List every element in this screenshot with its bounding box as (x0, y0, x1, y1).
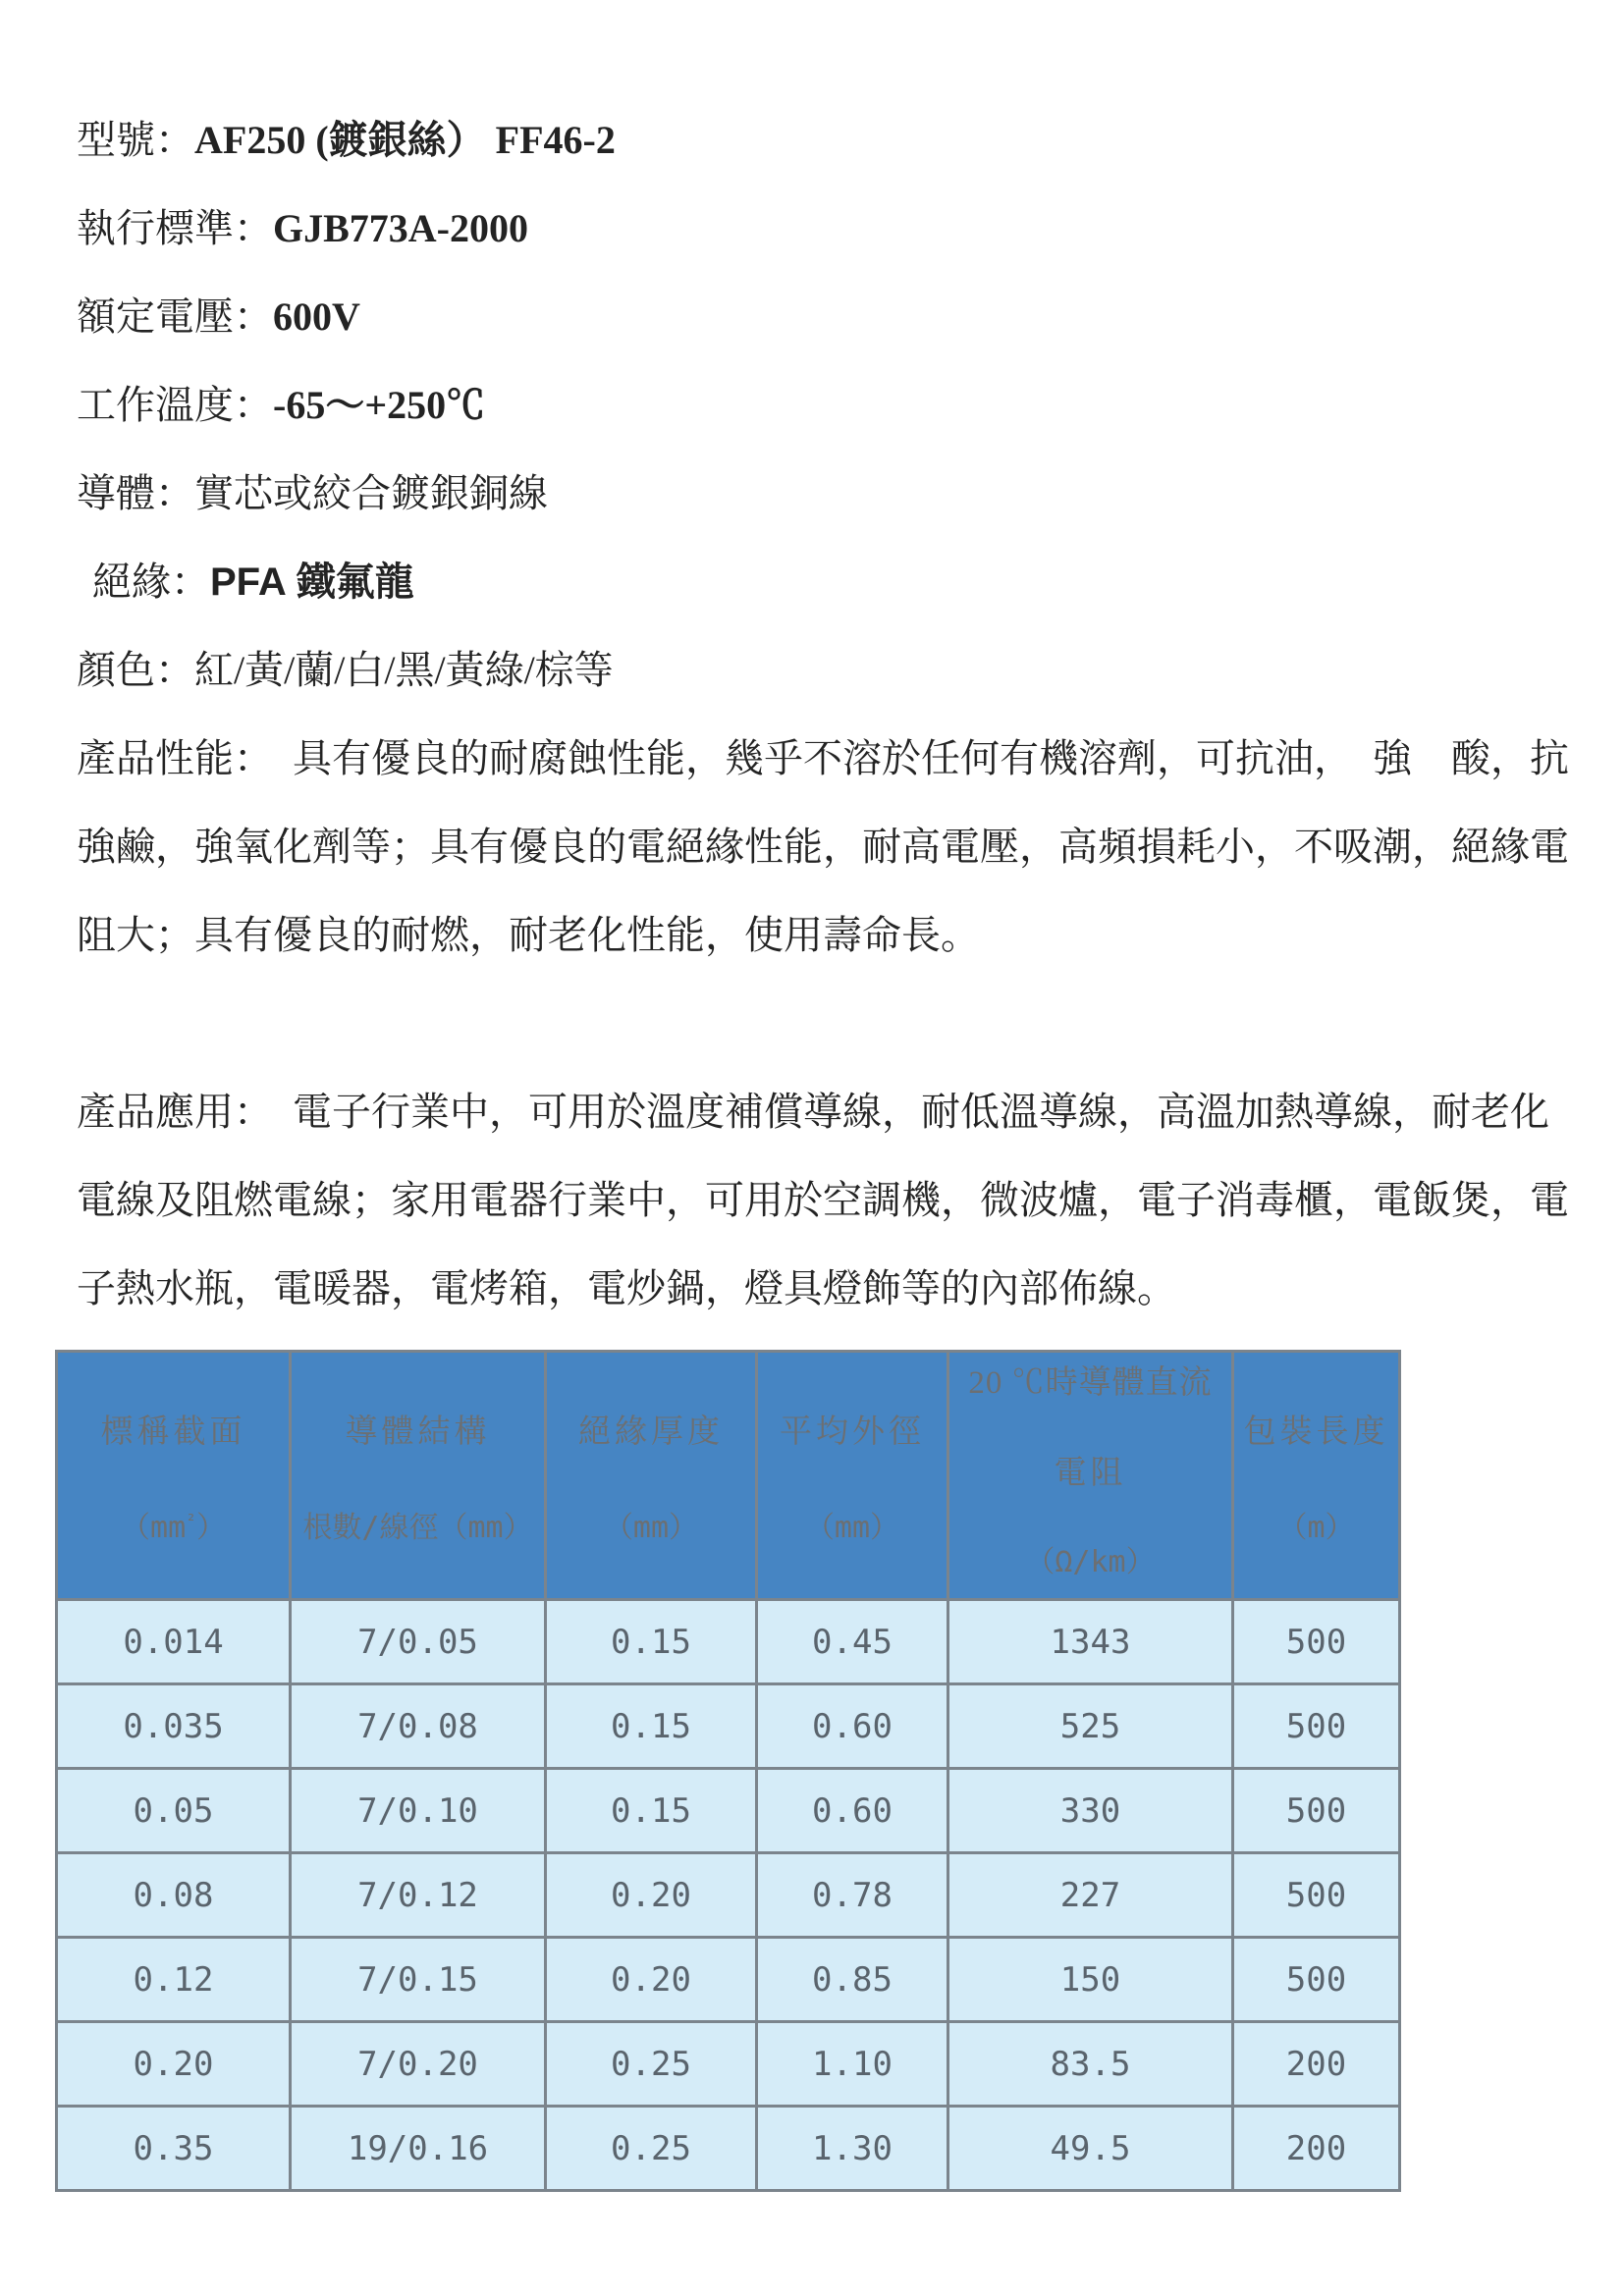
spec-value-insulation-abbr: PFA (210, 561, 287, 604)
unit-text: （mm (121, 1510, 187, 1545)
spec-line-conductor (77, 450, 1555, 538)
spec-value-voltage: 600V (273, 294, 360, 339)
table-cell: 500 (1233, 1600, 1400, 1684)
spec-value-insulation-rest: 鐵氟龍 (286, 560, 414, 604)
paragraph-spacer (77, 980, 1555, 1068)
table-row (57, 2107, 1400, 2191)
table-cell: 0.25 (546, 2107, 757, 2191)
table-cell: 1.30 (757, 2107, 948, 2191)
header-unit: （mm） (804, 1510, 900, 1545)
header-unit: （mm） (603, 1510, 699, 1545)
spec-line-temperature (77, 361, 1555, 450)
table-row (57, 2022, 1400, 2107)
table-cell: 0.60 (757, 1684, 948, 1769)
table-cell: 7/0.05 (291, 1600, 546, 1684)
spec-label-temperature: 工作溫度： (77, 383, 273, 427)
header-name: 20 ℃時導體直流 (968, 1365, 1213, 1401)
spec-value-temperature: -65～+250℃ (273, 383, 486, 427)
table-cell: 7/0.15 (291, 1938, 546, 2022)
table-cell: 0.60 (757, 1769, 948, 1853)
table-header-row (57, 1352, 1400, 1600)
header-name: 包裝長度 (1243, 1414, 1389, 1450)
header-name: 電阻 (1054, 1456, 1127, 1491)
table-cell: 0.45 (757, 1600, 948, 1684)
table-cell: 1.10 (757, 2022, 948, 2107)
table-cell: 0.25 (546, 2022, 757, 2107)
application-line: 子熱水瓶，電暖器，電烤箱，電炒鍋，燈具燈飾等的內部佈線。 (77, 1266, 1176, 1310)
table-cell: 0.20 (546, 1938, 757, 2022)
table-cell: 0.08 (57, 1853, 291, 1938)
table-cell: 0.035 (57, 1684, 291, 1769)
table-cell: 0.05 (57, 1769, 291, 1853)
table-cell: 7/0.12 (291, 1853, 546, 1938)
header-name: 導體結構 (345, 1414, 491, 1450)
table-cell: 0.014 (57, 1600, 291, 1684)
table-cell: 500 (1233, 1769, 1400, 1853)
spec-line-insulation (77, 538, 1555, 626)
header-insulation-thickness (546, 1352, 757, 1600)
spec-label-color: 顏色： (77, 648, 194, 692)
spec-line-voltage (77, 273, 1555, 361)
table-row (57, 1769, 1400, 1853)
spec-label-voltage: 額定電壓： (77, 294, 273, 339)
table-cell: 0.20 (546, 1853, 757, 1938)
application-line: 電線及阻燃電線；家用電器行業中，可用於空調機，微波爐，電子消毒櫃，電飯煲，電 (77, 1178, 1569, 1222)
application-paragraph (77, 1068, 1569, 1333)
header-name: 標稱截面 (100, 1414, 246, 1450)
header-unit (121, 1503, 226, 1546)
table-cell: 500 (1233, 1684, 1400, 1769)
header-unit: （Ω/km） (1025, 1545, 1156, 1579)
spec-label-model: 型號： (77, 118, 194, 162)
header-packing-length (1233, 1352, 1400, 1600)
table-cell: 7/0.10 (291, 1769, 546, 1853)
table-cell: 0.35 (57, 2107, 291, 2191)
header-conductor-structure (291, 1352, 546, 1600)
table-row (57, 1684, 1400, 1769)
header-dc-resistance (948, 1352, 1233, 1600)
spec-label-standard: 執行標準： (77, 206, 273, 250)
header-unit: （m） (1277, 1510, 1355, 1545)
table-cell: 7/0.08 (291, 1684, 546, 1769)
table-cell: 227 (948, 1853, 1233, 1938)
table-cell: 0.12 (57, 1938, 291, 2022)
header-nominal-section (57, 1352, 291, 1600)
table-cell: 1343 (948, 1600, 1233, 1684)
spec-value-model: AF250 (鍍銀絲） FF46-2 (194, 118, 616, 162)
performance-line: 阻大；具有優良的耐燃，耐老化性能，使用壽命長。 (77, 913, 980, 957)
spec-line-standard (77, 185, 1555, 273)
table-cell: 49.5 (948, 2107, 1233, 2191)
performance-paragraph (77, 715, 1569, 980)
spec-line-color (77, 626, 1555, 715)
header-name: 平均外徑 (780, 1414, 925, 1450)
spec-value-color: 紅/黃/蘭/白/黑/黃綠/棕等 (194, 648, 614, 692)
spec-table (55, 1350, 1401, 2192)
table-cell: 200 (1233, 2022, 1400, 2107)
table-cell: 0.78 (757, 1853, 948, 1938)
table-cell: 83.5 (948, 2022, 1233, 2107)
application-line: 產品應用： 電子行業中，可用於溫度補償導線，耐低溫導線，高溫加熱導線，耐老化 (77, 1090, 1549, 1134)
table-cell: 0.20 (57, 2022, 291, 2107)
table-cell: 200 (1233, 2107, 1400, 2191)
table-cell: 500 (1233, 1938, 1400, 2022)
table-cell: 330 (948, 1769, 1233, 1853)
spec-table-header (57, 1352, 1400, 1600)
performance-line: 產品性能： 具有優良的耐腐蝕性能，幾乎不溶於任何有機溶劑，可抗油， 強 酸，抗 (77, 736, 1569, 780)
spec-label-insulation: 絕緣： (92, 560, 210, 604)
spec-value-conductor: 實芯或絞合鍍銀銅線 (194, 471, 548, 515)
table-cell: 7/0.20 (291, 2022, 546, 2107)
spec-table-body (57, 1600, 1400, 2191)
table-cell: 150 (948, 1938, 1233, 2022)
spec-line-model (77, 96, 1555, 185)
spec-label-conductor: 導體： (77, 471, 194, 515)
header-name: 絕緣厚度 (578, 1414, 724, 1450)
table-cell: 500 (1233, 1853, 1400, 1938)
table-row (57, 1600, 1400, 1684)
table-cell: 19/0.16 (291, 2107, 546, 2191)
header-unit: 根數/線徑（mm） (302, 1510, 533, 1545)
table-cell: 0.15 (546, 1769, 757, 1853)
header-average-diameter (757, 1352, 948, 1600)
unit-text: ） (195, 1510, 226, 1545)
table-row (57, 1853, 1400, 1938)
spec-value-standard: GJB773A-2000 (273, 206, 528, 250)
table-cell: 0.85 (757, 1938, 948, 2022)
performance-line: 強鹼，強氧化劑等；具有優良的電絕緣性能，耐高電壓，高頻損耗小，不吸潮，絕緣電 (77, 825, 1569, 869)
table-cell: 0.15 (546, 1684, 757, 1769)
table-cell: 0.15 (546, 1600, 757, 1684)
table-cell: 525 (948, 1684, 1233, 1769)
table-row (57, 1938, 1400, 2022)
unit-sup: ² (186, 1510, 196, 1531)
